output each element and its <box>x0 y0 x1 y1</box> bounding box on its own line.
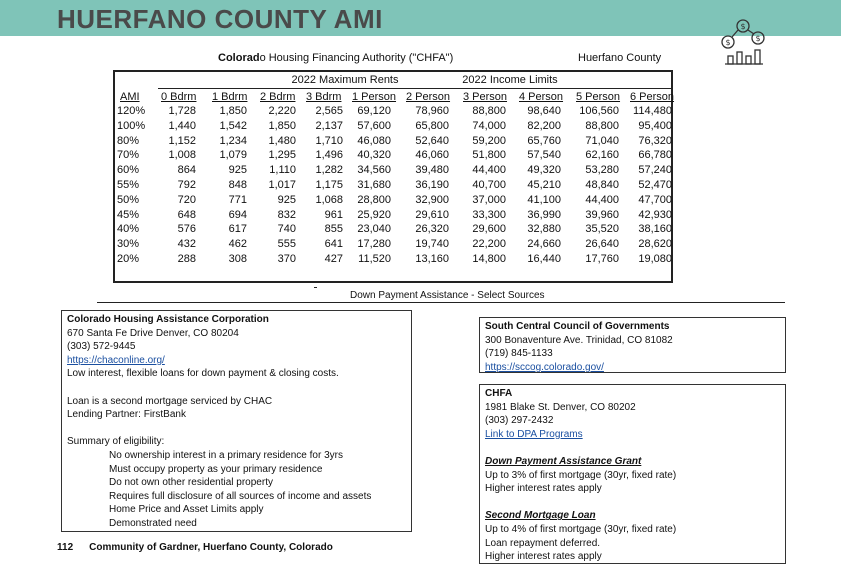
table-cell: 370 <box>277 253 296 265</box>
table-cell: 1,110 <box>269 164 296 177</box>
table-cell: 35,520 <box>585 223 619 236</box>
chfa-dpa-link[interactable]: Link to DPA Programs <box>485 428 583 440</box>
county-label: Huerfano County <box>578 52 662 64</box>
ami-level-cell: 55% <box>117 179 140 191</box>
table-cell: 617 <box>228 223 247 236</box>
table-cell: 48,840 <box>585 179 619 191</box>
grant-detail: Up to 3% of first mortgage (30yr, fixed rate) <box>485 469 677 481</box>
table-cell: 29,610 <box>415 208 449 221</box>
column-header: 6 Person <box>630 91 675 103</box>
income-group-rule <box>455 88 671 89</box>
page-title: HUERFANO COUNTY AMI <box>57 4 383 34</box>
table-cell: 53,280 <box>585 164 619 177</box>
table-cell: 16,440 <box>527 253 561 265</box>
table-cell: 17,760 <box>585 253 619 265</box>
column-header: AMI <box>120 91 140 103</box>
ami-level-cell: 70% <box>117 149 140 162</box>
ami-level-cell: 50% <box>117 193 140 206</box>
eligibility-heading: Summary of eligibility: <box>67 436 165 448</box>
table-cell: 641 <box>324 238 343 251</box>
table-cell: 1,728 <box>168 105 196 117</box>
table-cell: 576 <box>177 223 196 236</box>
chfa-box <box>479 384 786 564</box>
table-cell: 114,480 <box>633 105 672 117</box>
table-cell: 98,640 <box>527 105 561 117</box>
table-cell: 1,496 <box>315 149 343 162</box>
table-cell: 65,760 <box>527 134 561 147</box>
table-cell: 28,800 <box>357 193 391 206</box>
dpa-heading: Down Payment Assistance - Select Sources <box>350 290 545 301</box>
table-cell: 65,800 <box>415 119 449 132</box>
table-cell: 855 <box>324 223 343 236</box>
loan-detail: Up to 4% of first mortgage (30yr, fixed rate) <box>485 523 677 535</box>
column-header: 3 Person <box>463 91 508 103</box>
eligibility-item: Do not own other residential property <box>109 477 273 489</box>
table-cell: 62,160 <box>585 149 619 162</box>
table-cell: 864 <box>177 164 196 177</box>
table-cell: 308 <box>228 253 247 265</box>
rents-group-header: 2022 Maximum Rents <box>291 74 399 86</box>
ami-level-cell: 45% <box>117 208 140 221</box>
table-cell: 40,320 <box>357 149 391 162</box>
table-cell: 1,175 <box>315 179 343 191</box>
table-cell: 1,079 <box>219 149 247 162</box>
table-cell: 1,480 <box>268 134 296 147</box>
table-cell: 42,930 <box>638 208 672 221</box>
table-cell: 88,800 <box>472 105 506 117</box>
table-cell: 39,480 <box>415 164 449 177</box>
table-cell: 44,400 <box>585 193 619 206</box>
table-cell: 1,440 <box>168 119 196 132</box>
table-cell: 36,190 <box>415 179 449 191</box>
table-cell: 66,780 <box>638 149 672 162</box>
income-growth-icon <box>720 18 766 66</box>
table-cell: 44,400 <box>472 164 506 177</box>
footer-text: Community of Gardner, Huerfano County, Colorado <box>89 542 333 553</box>
table-cell: 40,700 <box>472 179 506 191</box>
table-cell: 47,700 <box>638 193 672 206</box>
table-cell: 39,960 <box>585 208 619 221</box>
eligibility-item: Home Price and Asset Limits apply <box>109 504 264 516</box>
column-header: 3 Bdrm <box>306 91 342 103</box>
table-cell: 37,000 <box>472 193 506 206</box>
chac-phone: (303) 572-9445 <box>67 341 136 353</box>
grant-detail: Higher interest rates apply <box>485 483 602 495</box>
table-cell: 26,320 <box>415 223 449 236</box>
page-number: 112 <box>57 542 74 553</box>
table-cell: 32,900 <box>415 193 449 206</box>
table-cell: 11,520 <box>358 253 391 265</box>
table-cell: 95,400 <box>638 119 672 132</box>
table-cell: 71,040 <box>585 134 619 147</box>
sccog-name: South Central Council of Governments <box>485 321 670 332</box>
chac-name: Colorado Housing Assistance Corporation <box>67 314 269 325</box>
table-cell: 25,920 <box>357 208 391 221</box>
table-cell: 648 <box>177 208 196 221</box>
table-cell: 771 <box>228 193 247 206</box>
chac-loan-note: Loan is a second mortgage serviced by CHAC <box>67 395 273 407</box>
table-cell: 46,080 <box>357 134 391 147</box>
table-cell: 720 <box>177 193 196 206</box>
table-cell: 555 <box>277 238 296 251</box>
table-cell: 59,200 <box>472 134 506 147</box>
ami-level-cell: 100% <box>117 119 146 132</box>
table-cell: 82,200 <box>527 119 561 132</box>
ami-level-cell: 60% <box>117 164 140 177</box>
column-header: 4 Person <box>519 91 564 103</box>
table-cell: 2,137 <box>315 119 343 132</box>
table-cell: 19,080 <box>638 253 672 265</box>
sccog-address: 300 Bonaventure Ave. Trinidad, CO 81082 <box>485 334 673 346</box>
ami-level-cell: 120% <box>117 105 146 117</box>
chac-partner: Lending Partner: FirstBank <box>67 409 186 421</box>
table-cell: 427 <box>324 253 343 265</box>
table-cell: 1,295 <box>268 149 296 162</box>
table-cell: 52,640 <box>415 134 449 147</box>
table-cell: 57,600 <box>357 119 391 132</box>
table-cell: 792 <box>177 179 196 191</box>
table-cell: 961 <box>324 208 343 221</box>
table-cell: 462 <box>228 238 247 251</box>
table-cell: 78,960 <box>415 105 449 117</box>
sccog-phone: (719) 845-1133 <box>485 348 553 360</box>
table-cell: 694 <box>228 208 247 221</box>
table-cell: 29,600 <box>472 223 506 236</box>
table-cell: 1,710 <box>315 134 343 147</box>
table-cell: 45,210 <box>527 179 561 191</box>
table-cell: 74,000 <box>472 119 506 132</box>
column-header: 1 Bdrm <box>212 91 248 103</box>
table-cell: 17,280 <box>357 238 391 251</box>
column-header: 1 Person <box>352 91 397 103</box>
rents-group-rule <box>158 88 458 89</box>
table-cell: 1,282 <box>315 164 343 177</box>
sccog-link[interactable]: https://sccog.colorado.gov/ <box>485 361 604 373</box>
table-cell: 925 <box>228 164 247 177</box>
ami-level-cell: 20% <box>117 253 140 265</box>
table-cell: 33,300 <box>472 208 506 221</box>
table-cell: 740 <box>277 223 296 236</box>
table-cell: 23,040 <box>357 223 391 236</box>
divider-mark <box>314 287 317 288</box>
section-divider <box>97 302 785 303</box>
chac-link[interactable]: https://chaconline.org/ <box>67 354 165 366</box>
eligibility-item: No ownership interest in a primary residence for 3yrs <box>109 449 343 461</box>
table-cell: 925 <box>277 193 296 206</box>
table-cell: 49,320 <box>527 164 561 177</box>
table-cell: 31,680 <box>357 179 391 191</box>
table-cell: 88,800 <box>585 119 619 132</box>
table-cell: 28,620 <box>638 238 672 251</box>
table-cell: 14,800 <box>472 253 506 265</box>
table-cell: 106,560 <box>579 105 619 117</box>
table-cell: 32,880 <box>527 223 561 236</box>
column-header: 2 Person <box>406 91 451 103</box>
column-header: 2 Bdrm <box>260 91 296 103</box>
table-cell: 1,068 <box>315 193 343 206</box>
table-cell: 1,850 <box>219 105 247 117</box>
table-cell: 51,800 <box>472 149 506 162</box>
table-cell: 57,540 <box>527 149 561 162</box>
table-cell: 52,470 <box>638 179 672 191</box>
table-cell: 1,008 <box>168 149 196 162</box>
table-cell: 36,990 <box>527 208 561 221</box>
table-cell: 57,240 <box>638 164 672 177</box>
chfa-address: 1981 Blake St. Denver, CO 80202 <box>485 401 636 413</box>
ami-level-cell: 40% <box>117 223 140 236</box>
loan-detail: Loan repayment deferred. <box>485 537 601 549</box>
svg-text:$: $ <box>725 38 731 47</box>
table-cell: 41,100 <box>527 193 561 206</box>
table-cell: 1,850 <box>268 119 296 132</box>
table-cell: 288 <box>177 253 196 265</box>
chfa-phone: (303) 297-2432 <box>485 415 554 427</box>
sccog-box <box>479 317 786 373</box>
table-cell: 38,160 <box>638 223 672 236</box>
ami-level-cell: 80% <box>117 134 140 147</box>
table-cell: 46,060 <box>415 149 449 162</box>
table-cell: 1,017 <box>268 179 296 191</box>
table-cell: 2,220 <box>268 105 296 117</box>
page-footer <box>57 542 333 553</box>
table-cell: 26,640 <box>585 238 619 251</box>
table-cell: 34,560 <box>357 164 391 177</box>
table-cell: 432 <box>177 238 196 251</box>
chac-description: Low interest, flexible loans for down payment & closing costs. <box>67 368 339 380</box>
chac-box <box>61 310 412 532</box>
table-cell: 1,152 <box>168 134 196 147</box>
table-cell: 832 <box>277 208 296 221</box>
table-cell: 76,320 <box>638 134 672 147</box>
table-cell: 22,200 <box>472 238 506 251</box>
table-cell: 848 <box>228 179 247 191</box>
grant-title: Down Payment Assistance Grant <box>485 455 642 467</box>
eligibility-item: Demonstrated need <box>109 517 197 529</box>
chac-address: 670 Santa Fe Drive Denver, CO 80204 <box>67 327 239 339</box>
ami-level-cell: 30% <box>117 238 140 251</box>
eligibility-item: Requires full disclosure of all sources of income and assets <box>109 490 372 502</box>
source-label: Colorado Housing Financing Authority ("CHFA") <box>218 52 454 64</box>
column-header: 5 Person <box>576 91 621 103</box>
table-cell: 1,542 <box>219 119 247 132</box>
eligibility-item: Must occupy property as your primary residence <box>109 463 323 475</box>
loan-title: Second Mortgage Loan <box>485 510 596 522</box>
table-cell: 19,740 <box>415 238 449 251</box>
table-cell: 1,234 <box>219 134 247 147</box>
column-header: 0 Bdrm <box>161 91 197 103</box>
table-cell: 69,120 <box>357 105 391 117</box>
income-group-header: 2022 Income Limits <box>462 74 558 86</box>
svg-text:$: $ <box>740 22 746 31</box>
table-cell: 13,160 <box>415 253 449 265</box>
table-cell: 2,565 <box>315 105 343 117</box>
svg-text:$: $ <box>755 34 761 43</box>
table-cell: 24,660 <box>527 238 561 251</box>
chfa-name: CHFA <box>485 388 513 399</box>
loan-detail: Higher interest rates apply <box>485 551 602 563</box>
